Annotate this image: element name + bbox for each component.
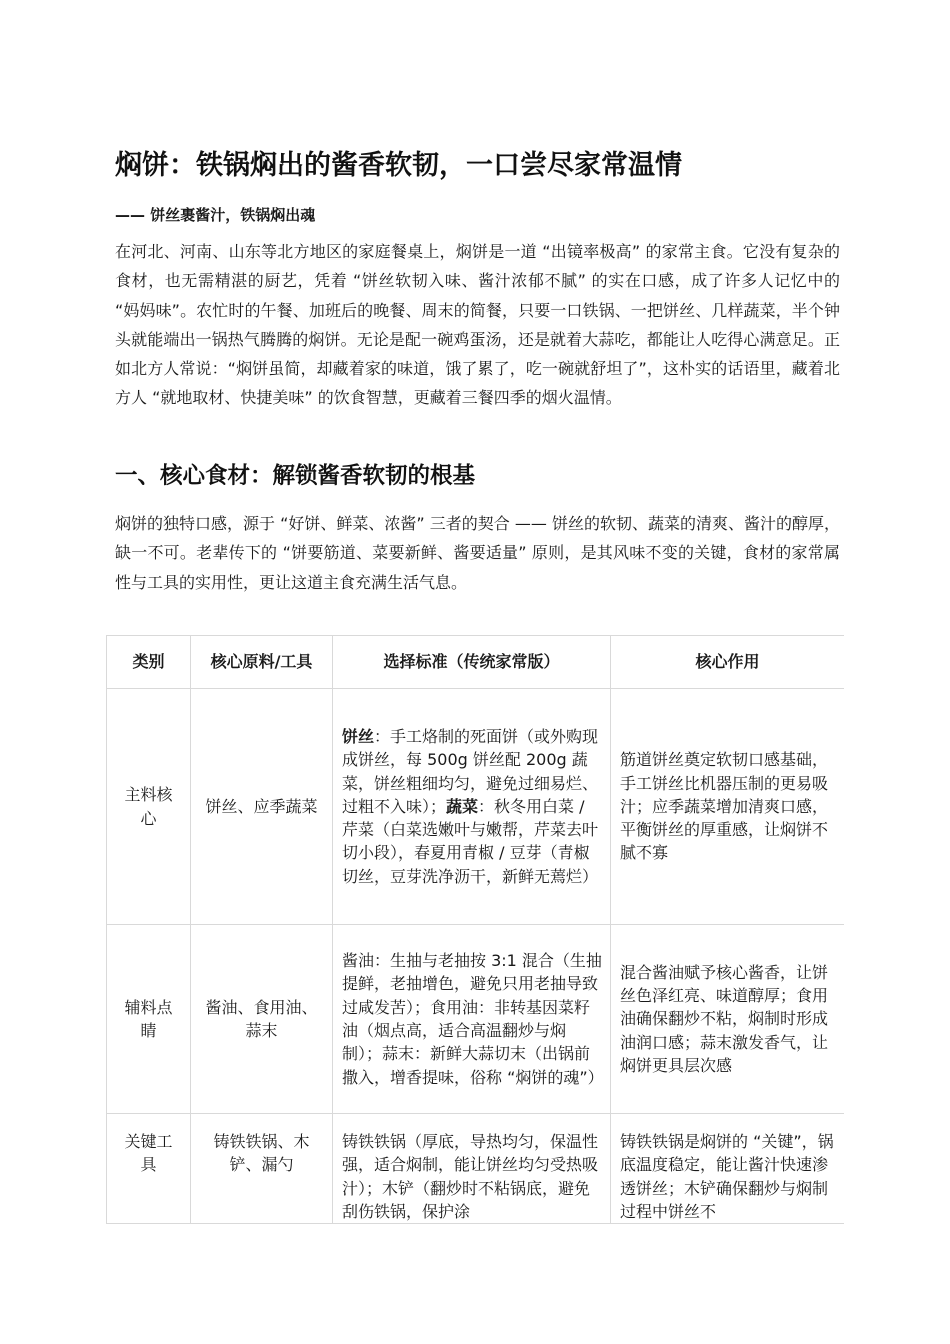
table-header-cell: 类别 (107, 636, 191, 689)
table-row (107, 925, 845, 1114)
table-row (107, 1114, 845, 1225)
table-header-cell: 选择标准（传统家常版） (333, 636, 611, 689)
role-cell: 筋道饼丝奠定软韧口感基础，手工饼丝比机器压制的更易吸汁；应季蔬菜增加清爽口感，平衡饼丝的厚重感，让焖饼不腻不寡 (611, 689, 845, 925)
role-cell: 混合酱油赋予核心酱香，让饼丝色泽红亮、味道醇厚；食用油确保翻炒不粘，焖制时形成油润口感；蒜末激发香气，让焖饼更具层次感 (611, 925, 845, 1114)
items-cell: 铸铁铁锅、木铲、漏勺 (191, 1114, 333, 1225)
ingredients-table (106, 635, 844, 1224)
section-heading: 一、核心食材：解锁酱香软韧的根基 (115, 463, 476, 489)
table-row (107, 689, 845, 925)
table-header-row (107, 636, 845, 689)
page-title: 焖饼：铁锅焖出的酱香软韧，一口尝尽家常温情 (115, 150, 682, 181)
table-header-cell: 核心原料/工具 (191, 636, 333, 689)
category-cell: 关键工具 (107, 1114, 191, 1225)
items-cell: 饼丝、应季蔬菜 (191, 689, 333, 925)
standard-text: ：手工烙制的死面饼（或外购现成饼丝，每 500g 饼丝配 200g 蔬菜，饼丝粗细均匀，避免过细易烂、过粗不入味）； (342, 726, 599, 816)
category-cell: 辅料点睛 (107, 925, 191, 1114)
role-cell: 铸铁铁锅是焖饼的 “关键”，锅底温度稳定，能让酱汁快速渗透饼丝；木铲确保翻炒与焖制过程中饼丝不 (611, 1114, 845, 1225)
page-subtitle: —— 饼丝裹酱汁，铁锅焖出魂 (115, 206, 316, 224)
category-cell: 主料核心 (107, 689, 191, 925)
section-paragraph: 焖饼的独特口感，源于 “好饼、鲜菜、浓酱” 三者的契合 —— 饼丝的软韧、蔬菜的清爽、酱汁的醇厚，缺一不可。老辈传下的 “饼要筋道、菜要新鲜、酱要适量” 原则，是其风味不变的关键，食材的家常属性与工具的实用性，更让这道主食充满生活气息。 (115, 514, 840, 592)
items-cell: 酱油、食用油、蒜末 (191, 925, 333, 1114)
standard-text: ：秋冬用白菜 / 芹菜（白菜选嫩叶与嫩帮，芹菜去叶切小段），春夏用青椒 / 豆芽（青椒切丝，豆芽洗净沥干，新鲜无蔫烂） (342, 796, 599, 886)
standard-cell (333, 689, 611, 925)
standard-cell: 铸铁铁锅（厚底，导热均匀，保温性强，适合焖制，能让饼丝均匀受热吸汁）；木铲（翻炒时不粘锅底，避免刮伤铁锅，保护涂 (333, 1114, 611, 1225)
standard-cell: 酱油：生抽与老抽按 3:1 混合（生抽提鲜，老抽增色，避免只用老抽导致过咸发苦）；食用油：非转基因菜籽油（烟点高，适合高温翻炒与焖制）；蒜末：新鲜大蒜切末（出锅前撒入，增香提味，俗称 “焖饼的魂”） (333, 925, 611, 1114)
standard-keyword: 饼丝 (342, 726, 375, 746)
standard-keyword: 蔬菜 (446, 796, 479, 816)
intro-paragraph: 在河北、河南、山东等北方地区的家庭餐桌上，焖饼是一道 “出镜率极高” 的家常主食。它没有复杂的食材，也无需精湛的厨艺，凭着 “饼丝软韧入味、酱汁浓郁不腻” 的实在口感，成了许多人记忆中的 “妈妈味”。农忙时的午餐、加班后的晚餐、周末的简餐，只要一口铁锅、一把饼丝、几样蔬菜，半个钟头就能端出一锅热气腾腾的焖饼。无论是配一碗鸡蛋汤，还是就着大蒜吃，都能让人吃得心满意足。正如北方人常说：“焖饼虽简，却藏着家的味道，饿了累了，吃一碗就舒坦了”，这朴实的话语里，藏着北方人 “就地取材、快捷美味” 的饮食智慧，更藏着三餐四季的烟火温情。 (115, 242, 840, 408)
table-header-cell: 核心作用 (611, 636, 845, 689)
